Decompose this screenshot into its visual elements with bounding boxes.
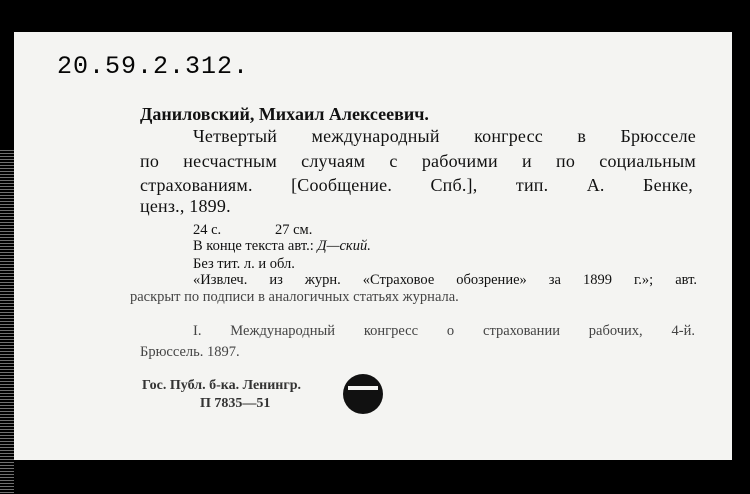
title-line-2: по несчастным случаям с рабочими и по социальным <box>140 151 696 171</box>
library-stamp-line-2: П 7835—51 <box>200 396 271 411</box>
library-stamp-line-1: Гос. Публ. б-ка. Ленингр. <box>142 378 302 393</box>
title-line-3: страхованиям. [Сообщение. Спб.], тип. А. Бенке, <box>140 175 693 195</box>
title-line-1: Четвертый международный конгресс в Брюсселе <box>193 126 696 146</box>
shelfmark: 20.59.2.312. <box>57 52 250 81</box>
note-extract-line-1: «Извлеч. из журн. «Страховое обозрение» за 1899 г.»; авт. <box>193 272 697 288</box>
related-line-1: I. Международный конгресс о страховании рабочих, 4-й. <box>193 323 695 339</box>
note-author-value: Д—ский. <box>317 238 371 254</box>
collation-pages: 24 с. <box>193 222 222 238</box>
collation-size: 27 см. <box>275 222 313 238</box>
note-author <box>193 238 371 255</box>
library-seal-icon <box>343 374 383 414</box>
related-line-2: Брюссель. 1897. <box>140 344 240 360</box>
film-edge-strip <box>0 150 14 494</box>
author-heading: Даниловский, Михаил Алексеевич. <box>140 104 429 124</box>
note-no-title: Без тит. л. и обл. <box>193 256 295 272</box>
title-line-4: ценз., 1899. <box>140 196 231 216</box>
note-extract-line-2: раскрыт по подписи в аналогичных статьях журнала. <box>130 289 459 305</box>
note-author-prefix: В конце текста авт.: <box>193 238 314 254</box>
